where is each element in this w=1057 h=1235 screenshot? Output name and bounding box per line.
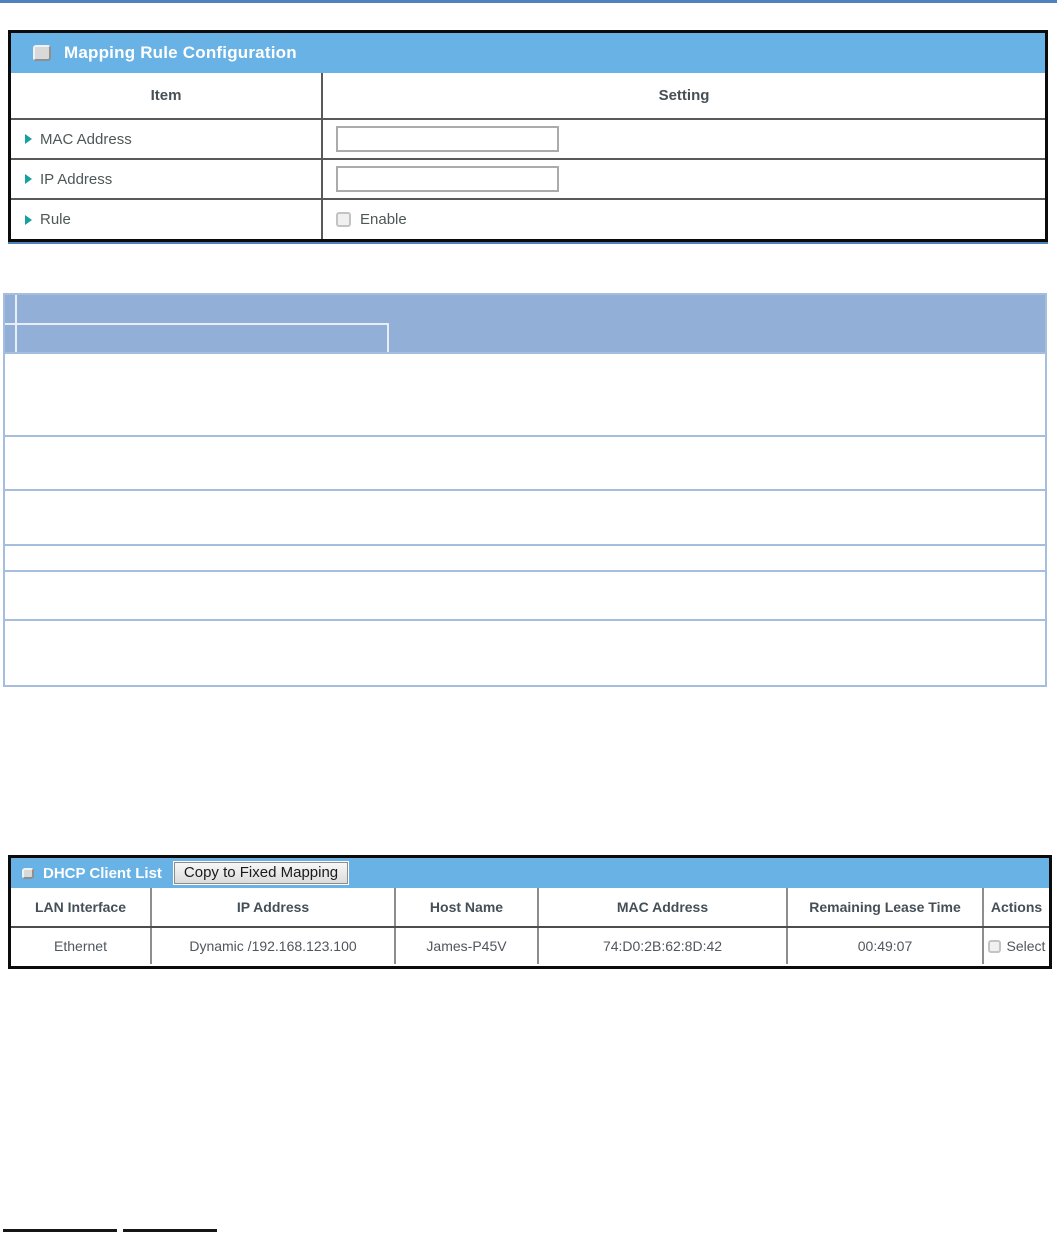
- cutoff-table-border-segment: [123, 1229, 217, 1232]
- mac-address-header: MAC Address: [539, 888, 788, 926]
- blank-table-row: [5, 491, 1045, 546]
- setting-header-label: Setting: [658, 87, 710, 104]
- actions-header: Actions: [990, 899, 1043, 915]
- remaining-lease-time-header: Remaining Lease Time: [788, 888, 984, 926]
- blank-table-row: [5, 546, 1045, 572]
- ip-address-header: IP Address: [152, 888, 396, 926]
- item-header-label: Item: [150, 87, 182, 104]
- dhcp-client-list-section: [8, 855, 1052, 969]
- mapping-rule-configuration-section: [8, 30, 1048, 242]
- actions-cell: [984, 928, 1049, 964]
- lan-interface-cell: Ethernet: [11, 928, 152, 964]
- ip-address-label-cell: [11, 160, 323, 198]
- mac-address-input[interactable]: [336, 126, 559, 152]
- bullet-arrow-icon: [25, 174, 32, 184]
- ip-address-label: IP Address: [40, 170, 113, 188]
- setting-header-cell: [323, 73, 1045, 118]
- dhcp-client-row: [11, 928, 1049, 964]
- item-setting-header-row: [11, 73, 1045, 120]
- rule-label-cell: [11, 200, 323, 239]
- mac-address-label: MAC Address: [40, 130, 132, 148]
- ip-address-cell: Dynamic /192.168.123.100: [152, 928, 396, 964]
- dhcp-table-header-row: [11, 888, 1049, 928]
- dhcp-titlebar: [11, 858, 1049, 888]
- blank-table-row: [5, 621, 1045, 685]
- header-cell-divider: [387, 323, 389, 352]
- section-accent-underline: [8, 242, 1048, 244]
- select-client-checkbox[interactable]: [988, 940, 1001, 953]
- mac-address-cell: 74:D0:2B:62:8D:42: [539, 928, 788, 964]
- section-square-icon: [33, 45, 51, 61]
- dhcp-section-title: DHCP Client List: [43, 864, 162, 882]
- mac-address-setting-cell: [323, 120, 1045, 158]
- rule-row: [11, 200, 1045, 239]
- blank-table-row: [5, 354, 1045, 437]
- blank-description-table: [3, 293, 1047, 687]
- section-square-icon: [22, 868, 34, 879]
- select-client-label: Select: [1006, 938, 1046, 954]
- mac-address-row: [11, 120, 1045, 160]
- cutoff-table-border-segment: [3, 1229, 117, 1232]
- header-cell-divider: [5, 323, 389, 325]
- ip-address-input[interactable]: [336, 166, 559, 192]
- copy-to-fixed-mapping-button[interactable]: Copy to Fixed Mapping: [174, 862, 348, 884]
- remaining-lease-time-cell: 00:49:07: [788, 928, 984, 964]
- host-name-header: Host Name: [396, 888, 539, 926]
- section-title: Mapping Rule Configuration: [64, 43, 297, 62]
- blank-table-row: [5, 572, 1045, 621]
- ip-address-setting-cell: [323, 160, 1045, 198]
- bullet-arrow-icon: [25, 215, 32, 225]
- blank-table-header: [5, 295, 1045, 354]
- item-header-cell: [11, 73, 323, 118]
- document-top-rule: [0, 0, 1057, 3]
- ip-address-row: [11, 160, 1045, 200]
- host-name-cell: James-P45V: [396, 928, 539, 964]
- rule-enable-label: Enable: [360, 211, 407, 228]
- bullet-arrow-icon: [25, 134, 32, 144]
- mac-address-label-cell: [11, 120, 323, 158]
- blank-table-row: [5, 437, 1045, 491]
- mapping-rule-titlebar: [11, 33, 1045, 73]
- lan-interface-header: LAN Interface: [11, 888, 152, 926]
- rule-setting-cell: [323, 200, 1045, 239]
- rule-label: Rule: [40, 211, 71, 228]
- rule-enable-checkbox[interactable]: [336, 212, 351, 227]
